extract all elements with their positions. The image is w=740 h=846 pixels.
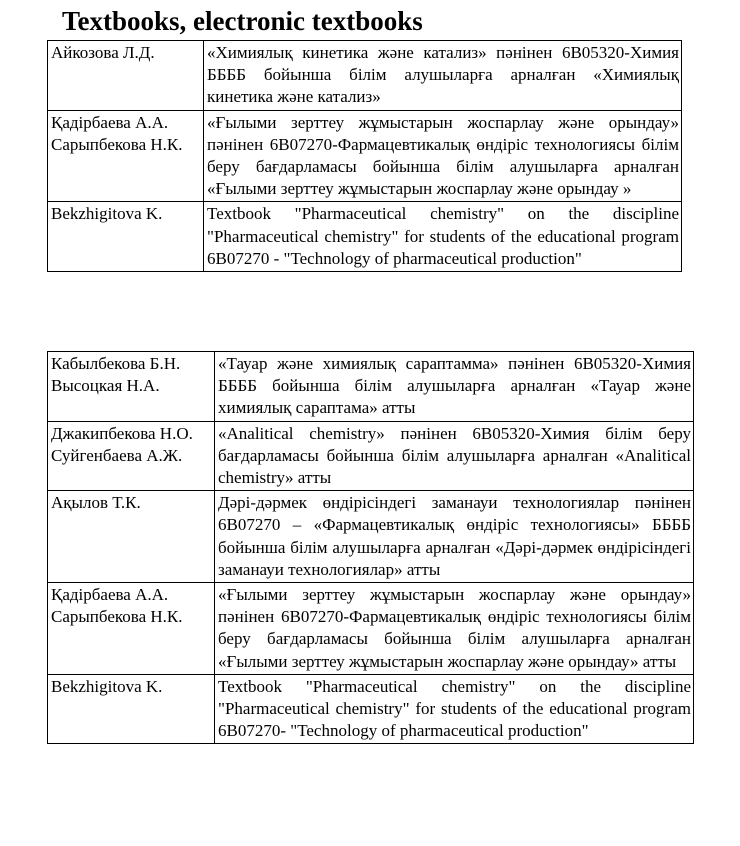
textbooks-table-2 (47, 351, 694, 744)
table-row (48, 202, 682, 272)
author-name: Bekzhigitova K. (51, 676, 163, 696)
table-row (48, 110, 682, 202)
author-name: Кабылбекова Б.Н. (51, 354, 181, 373)
author-cell (48, 110, 204, 202)
author-name: Қадірбаева А.А. (51, 585, 169, 605)
table-row (48, 41, 682, 111)
table-row (48, 674, 694, 744)
author-cell (48, 41, 204, 111)
author-cell (48, 202, 204, 272)
textbook-title-cell: «Тауар және химиялық сараптамма» пәнінен 6В05320-Химия ББББ бойынша білім алушыларға арналған «Тауар және химиялық сараптама» атты (215, 352, 694, 422)
author-name: Ақылов Т.К. (51, 493, 141, 513)
author-cell (48, 674, 215, 744)
table-row (48, 583, 694, 675)
table-row (48, 491, 694, 583)
section-heading: Textbooks, electronic textbooks (62, 6, 423, 36)
author-name: Джакипбекова Н.О. (51, 423, 193, 443)
author-cell (48, 583, 215, 675)
author-name: Высоцкая Н.А. (51, 376, 160, 396)
table-row (48, 352, 694, 422)
textbook-title-cell: Дәрі-дәрмек өндірісіндегі заманауи технологиялар пәнінен 6В07270 – «Фармацевтикалық өндіріс технологиясы» ББББ бойынша білім алушыларға арналған «Дәрі-дәрмек өндірісіндегі заманауи технологиялар» атты (215, 491, 694, 583)
author-cell (48, 421, 215, 491)
textbook-title-cell: «Химиялық кинетика және катализ» пәнінен 6В05320-Химия ББББ бойынша білім алушыларға арналған «Химиялық кинетика және катализ» (204, 41, 682, 111)
author-cell (48, 491, 215, 583)
textbook-title-cell: «Ғылыми зерттеу жұмыстарын жоспарлау және орындау» пәнінен 6В07270-Фармацевтикалық өндіріс технологиясы білім беру бағдарламасы бойынша білім алушыларға арналған «Ғылыми зерттеу жұмыстарын жоспарлау және орындау» атты (215, 583, 694, 675)
textbook-title-cell: Textbook "Pharmaceutical chemistry" on the discipline "Pharmaceutical chemistry" for students of the educational program 6B07270- "Technology of pharmaceutical production" (215, 674, 694, 744)
author-name: Сарыпбекова Н.К. (51, 607, 183, 627)
author-name: Сарыпбекова Н.К. (51, 134, 183, 154)
textbook-title-cell: «Analitical chemistry» пәнінен 6В05320-Химия білім беру бағдарламасы бойынша білім алушыларға арналған «Analitical chemistry» атты (215, 421, 694, 491)
textbook-title-cell: «Ғылыми зерттеу жұмыстарын жоспарлау және орындау» пәнінен 6В07270-Фармацевтикалық өндіріс технологиясы білім беру бағдарламасы бойынша білім алушыларға арналған «Ғылыми зерттеу жұмыстарын жоспарлау және орындау » (204, 110, 682, 202)
author-name: Айкозова Л.Д. (51, 43, 155, 62)
table-row (48, 421, 694, 491)
textbook-title-cell: Textbook "Pharmaceutical chemistry" on the discipline "Pharmaceutical chemistry" for students of the educational program 6B07270 - "Technology of pharmaceutical production" (204, 202, 682, 272)
author-cell (48, 352, 215, 422)
textbooks-table-1 (47, 40, 682, 272)
author-name: Bekzhigitova K. (51, 204, 163, 224)
author-name: Суйгенбаева А.Ж. (51, 445, 183, 465)
author-name: Қадірбаева А.А. (51, 112, 169, 132)
